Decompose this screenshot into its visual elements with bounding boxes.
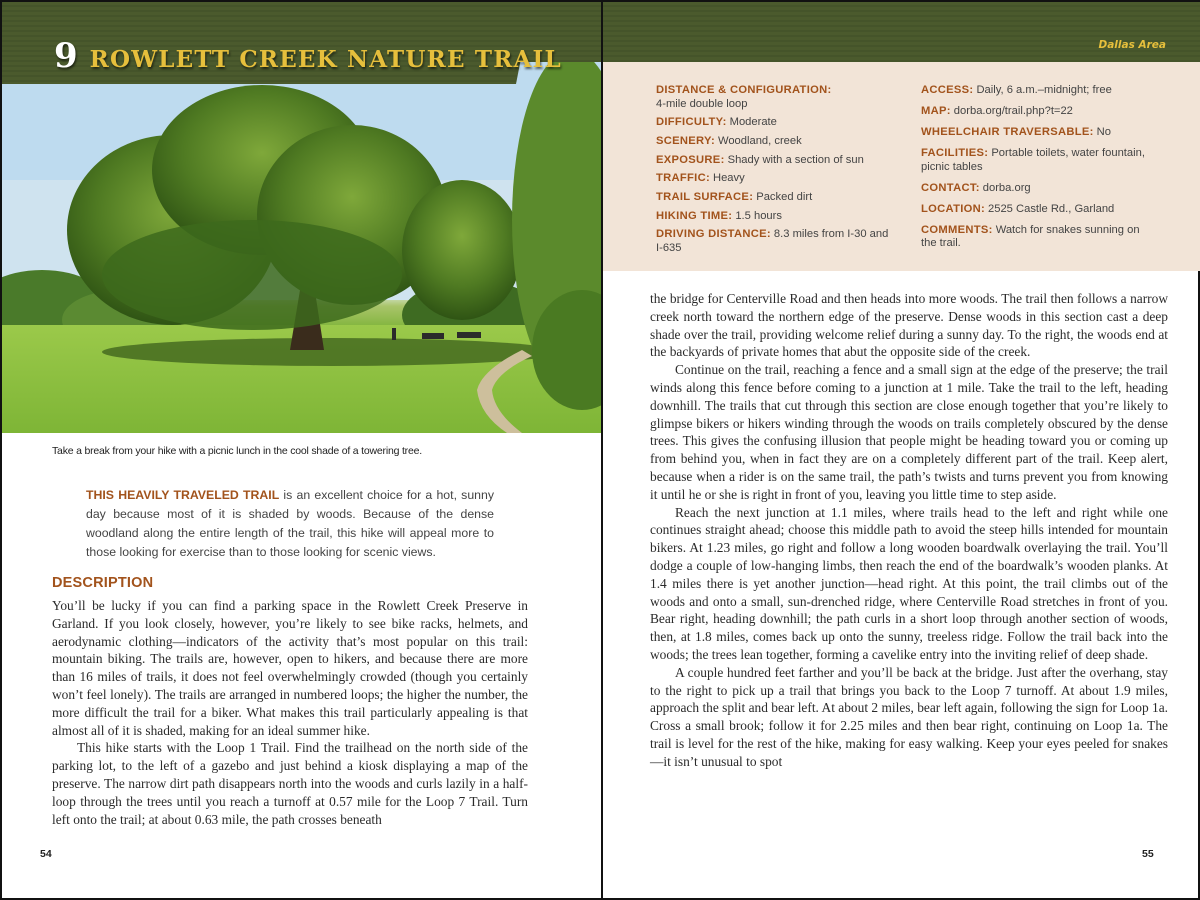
- body-paragraph: the bridge for Centerville Road and then heads into more woods. The trail then follows a narrow creek north toward the northern edge of the preserve. Dense woods in this section cast a deep shade over the trail, providing welcome relief during a sunny day. To the right, the woods end at the backyards of private homes that abut the opposite side of the creek.: [650, 291, 1168, 360]
- page-number-left: 54: [40, 848, 52, 860]
- info-label: LOCATION:: [921, 202, 986, 215]
- info-label: DIFFICULTY:: [656, 116, 727, 129]
- info-value: Woodland, creek: [717, 134, 802, 147]
- info-label: DRIVING DISTANCE:: [656, 228, 771, 241]
- info-item-difficulty: [656, 116, 891, 130]
- info-value: 2525 Castle Rd., Garland: [988, 202, 1115, 215]
- info-item-hiking-time: [656, 210, 891, 224]
- trail-number: 9: [54, 36, 78, 76]
- info-value: Shady with a section of sun: [727, 153, 864, 166]
- photo-caption: Take a break from your hike with a picnic lunch in the cool shade of a towering tree.: [52, 445, 422, 457]
- info-value: Heavy: [712, 172, 745, 185]
- info-label: SCENERY:: [656, 134, 715, 147]
- info-item-location: [921, 203, 1151, 217]
- info-value: dorba.org: [982, 181, 1031, 194]
- info-item-contact: [921, 182, 1151, 196]
- info-item-access: [921, 84, 1151, 98]
- info-column-right: [921, 84, 1151, 256]
- info-value: 4-mile double loop: [656, 97, 748, 110]
- page-gutter: [601, 2, 603, 900]
- info-label: DISTANCE & CONFIGURATION:: [656, 84, 832, 96]
- body-paragraph: You’ll be lucky if you can find a parking space in the Rowlett Creek Preserve in Garland. If you look closely, however, you’re likely to see bike racks, helmets, and aerodynamic clothing—indicators of the activity that’s most popular on this trail: mountain biking. The trails are, however, open to hikers, and because there are more than 16 miles of trails, it does not feel overwhelmingly crowded (though you certainly won’t feel lonely). The trails are arranged in numbered loops; the higher the number, the more difficult the trail for a biker. What makes this trail particularly appealing is that almost all of it is shaded, making for an ideal summer hike.: [52, 598, 528, 738]
- description-heading: DESCRIPTION: [52, 575, 154, 591]
- info-item-scenery: [656, 135, 891, 149]
- trail-photo: [2, 60, 601, 433]
- region-label: Dallas Area: [1098, 39, 1166, 51]
- info-item-surface: [656, 191, 891, 205]
- info-label: TRAIL SURFACE:: [656, 190, 754, 203]
- description-body-left: [52, 597, 528, 828]
- info-column-left: [656, 84, 891, 261]
- info-label: COMMENTS:: [921, 223, 993, 236]
- info-label: ACCESS:: [921, 84, 974, 96]
- trail-info-box: [603, 62, 1200, 271]
- info-label: FACILITIES:: [921, 147, 989, 159]
- intro-paragraph: [86, 486, 494, 562]
- info-value: 8.3 miles from I-30 and I-635: [656, 228, 889, 254]
- info-item-exposure: [656, 154, 891, 168]
- body-paragraph: This hike starts with the Loop 1 Trail. Find the trailhead on the north side of the parking lot, to the left of a gazebo and just behind a kiosk displaying a map of the preserve. The narrow dirt path disappears north into the woods and curls lazily in a half-loop through the trees until you reach a turnoff at 0.57 mile for the Loop 7 Trail. Turn left onto the trail; at about 0.63 mile, the path crosses beneath: [52, 740, 528, 827]
- trail-title-block: [54, 36, 562, 76]
- info-label: MAP:: [921, 105, 951, 117]
- body-paragraph: A couple hundred feet farther and you’ll be back at the bridge. Just after the overhang, stay to the right to pick up a trail that brings you back to the Loop 7 turnoff. At about 1.9 miles, approach the split and bear left. At about 2 miles, bear left again, following the sign for Loop 1a. Cross a small brook; follow it for 2.25 miles and then bear right, continuing on Loop 1a. The trail is level for the rest of the hike, making for easy walking. Keep your eyes peeled for snakes—it isn’t unusual to spot: [650, 664, 1168, 769]
- header-band-right: [603, 2, 1200, 62]
- trail-title: ROWLETT CREEK NATURE TRAIL: [89, 46, 562, 73]
- info-label: HIKING TIME:: [656, 209, 733, 222]
- right-page: [603, 2, 1200, 900]
- info-value: dorba.org/trail.php?t=22: [953, 105, 1073, 117]
- info-label: CONTACT:: [921, 181, 980, 194]
- info-item-traffic: [656, 172, 891, 186]
- info-value: Watch for snakes sunning on the trail.: [921, 223, 1140, 249]
- info-item-distance: [656, 84, 891, 111]
- info-value: No: [1096, 126, 1111, 138]
- info-value: Daily, 6 a.m.–midnight; free: [976, 84, 1112, 96]
- info-item-facilities: [921, 147, 1151, 174]
- tree-photo-illustration: [2, 60, 601, 433]
- description-body-right: [650, 290, 1168, 771]
- info-value: 1.5 hours: [735, 209, 782, 222]
- info-label: EXPOSURE:: [656, 153, 725, 166]
- body-paragraph: Continue on the trail, reaching a fence and a small sign at the edge of the preserve; the trail winds along this fence before coming to a junction at 1 mile. Take the trail to the left, heading downhill. The trails that cut through this section are close enough together that you’re likely to glimpse bikers or hikers winding through the woods on trails completely obscured by the dense trees. This gives the confusing illusion that people might be heading toward you or coming up from behind you, when in fact they are on a completely different part of the trail. Keep alert, because when a rider is on the same trail, the path’s twists and turns prevent you from knowing it until he or she is right in front of you, leaving you little time to step aside.: [650, 362, 1168, 502]
- info-label: WHEELCHAIR TRAVERSABLE:: [921, 126, 1094, 138]
- info-item-wheelchair: [921, 126, 1151, 140]
- left-page: [2, 2, 602, 900]
- info-item-comments: [921, 224, 1151, 251]
- intro-lead: THIS HEAVILY TRAVELED TRAIL: [86, 488, 280, 502]
- info-value: Moderate: [729, 116, 777, 129]
- info-value: Portable toilets, water fountain, picnic tables: [921, 147, 1145, 173]
- body-paragraph: Reach the next junction at 1.1 miles, where trails head to the left and right while one continues straight ahead; choose this middle path to avoid the steep hills intended for mountain bikers. At 1.23 miles, go right and follow a long wooden boardwalk overlaying the trail. You’ll dodge a couple of low-hanging limbs, then reach the end of the boardwalk’s wooden planks. At 1.4 miles there is yet another junction—head right. At this point, the trail climbs out of the woods and onto a small, sun-drenched ridge, where Centerville Road stretches in front of you. Bear right, heading downhill; the path curls in a short loop through another section of woods, then, at 1.8 miles, comes back up onto the sunny, treeless ridge. Follow the trail back into the woods; the trees lean together, forming a cavelike entry into the inviting relief of deep shade.: [650, 504, 1168, 662]
- intro-text: is an excellent choice for a hot, sunny day because most of it is shaded by woods. Because of the dense woodland along the entire length of the trail, this hike will appeal more to those looking for exercise than to those looking for scenic views.: [86, 488, 494, 559]
- info-item-map: [921, 105, 1151, 119]
- page-number-right: 55: [1142, 848, 1154, 860]
- info-label: TRAFFIC:: [656, 172, 710, 185]
- info-item-driving-distance: [656, 228, 891, 255]
- info-value: Packed dirt: [756, 190, 813, 203]
